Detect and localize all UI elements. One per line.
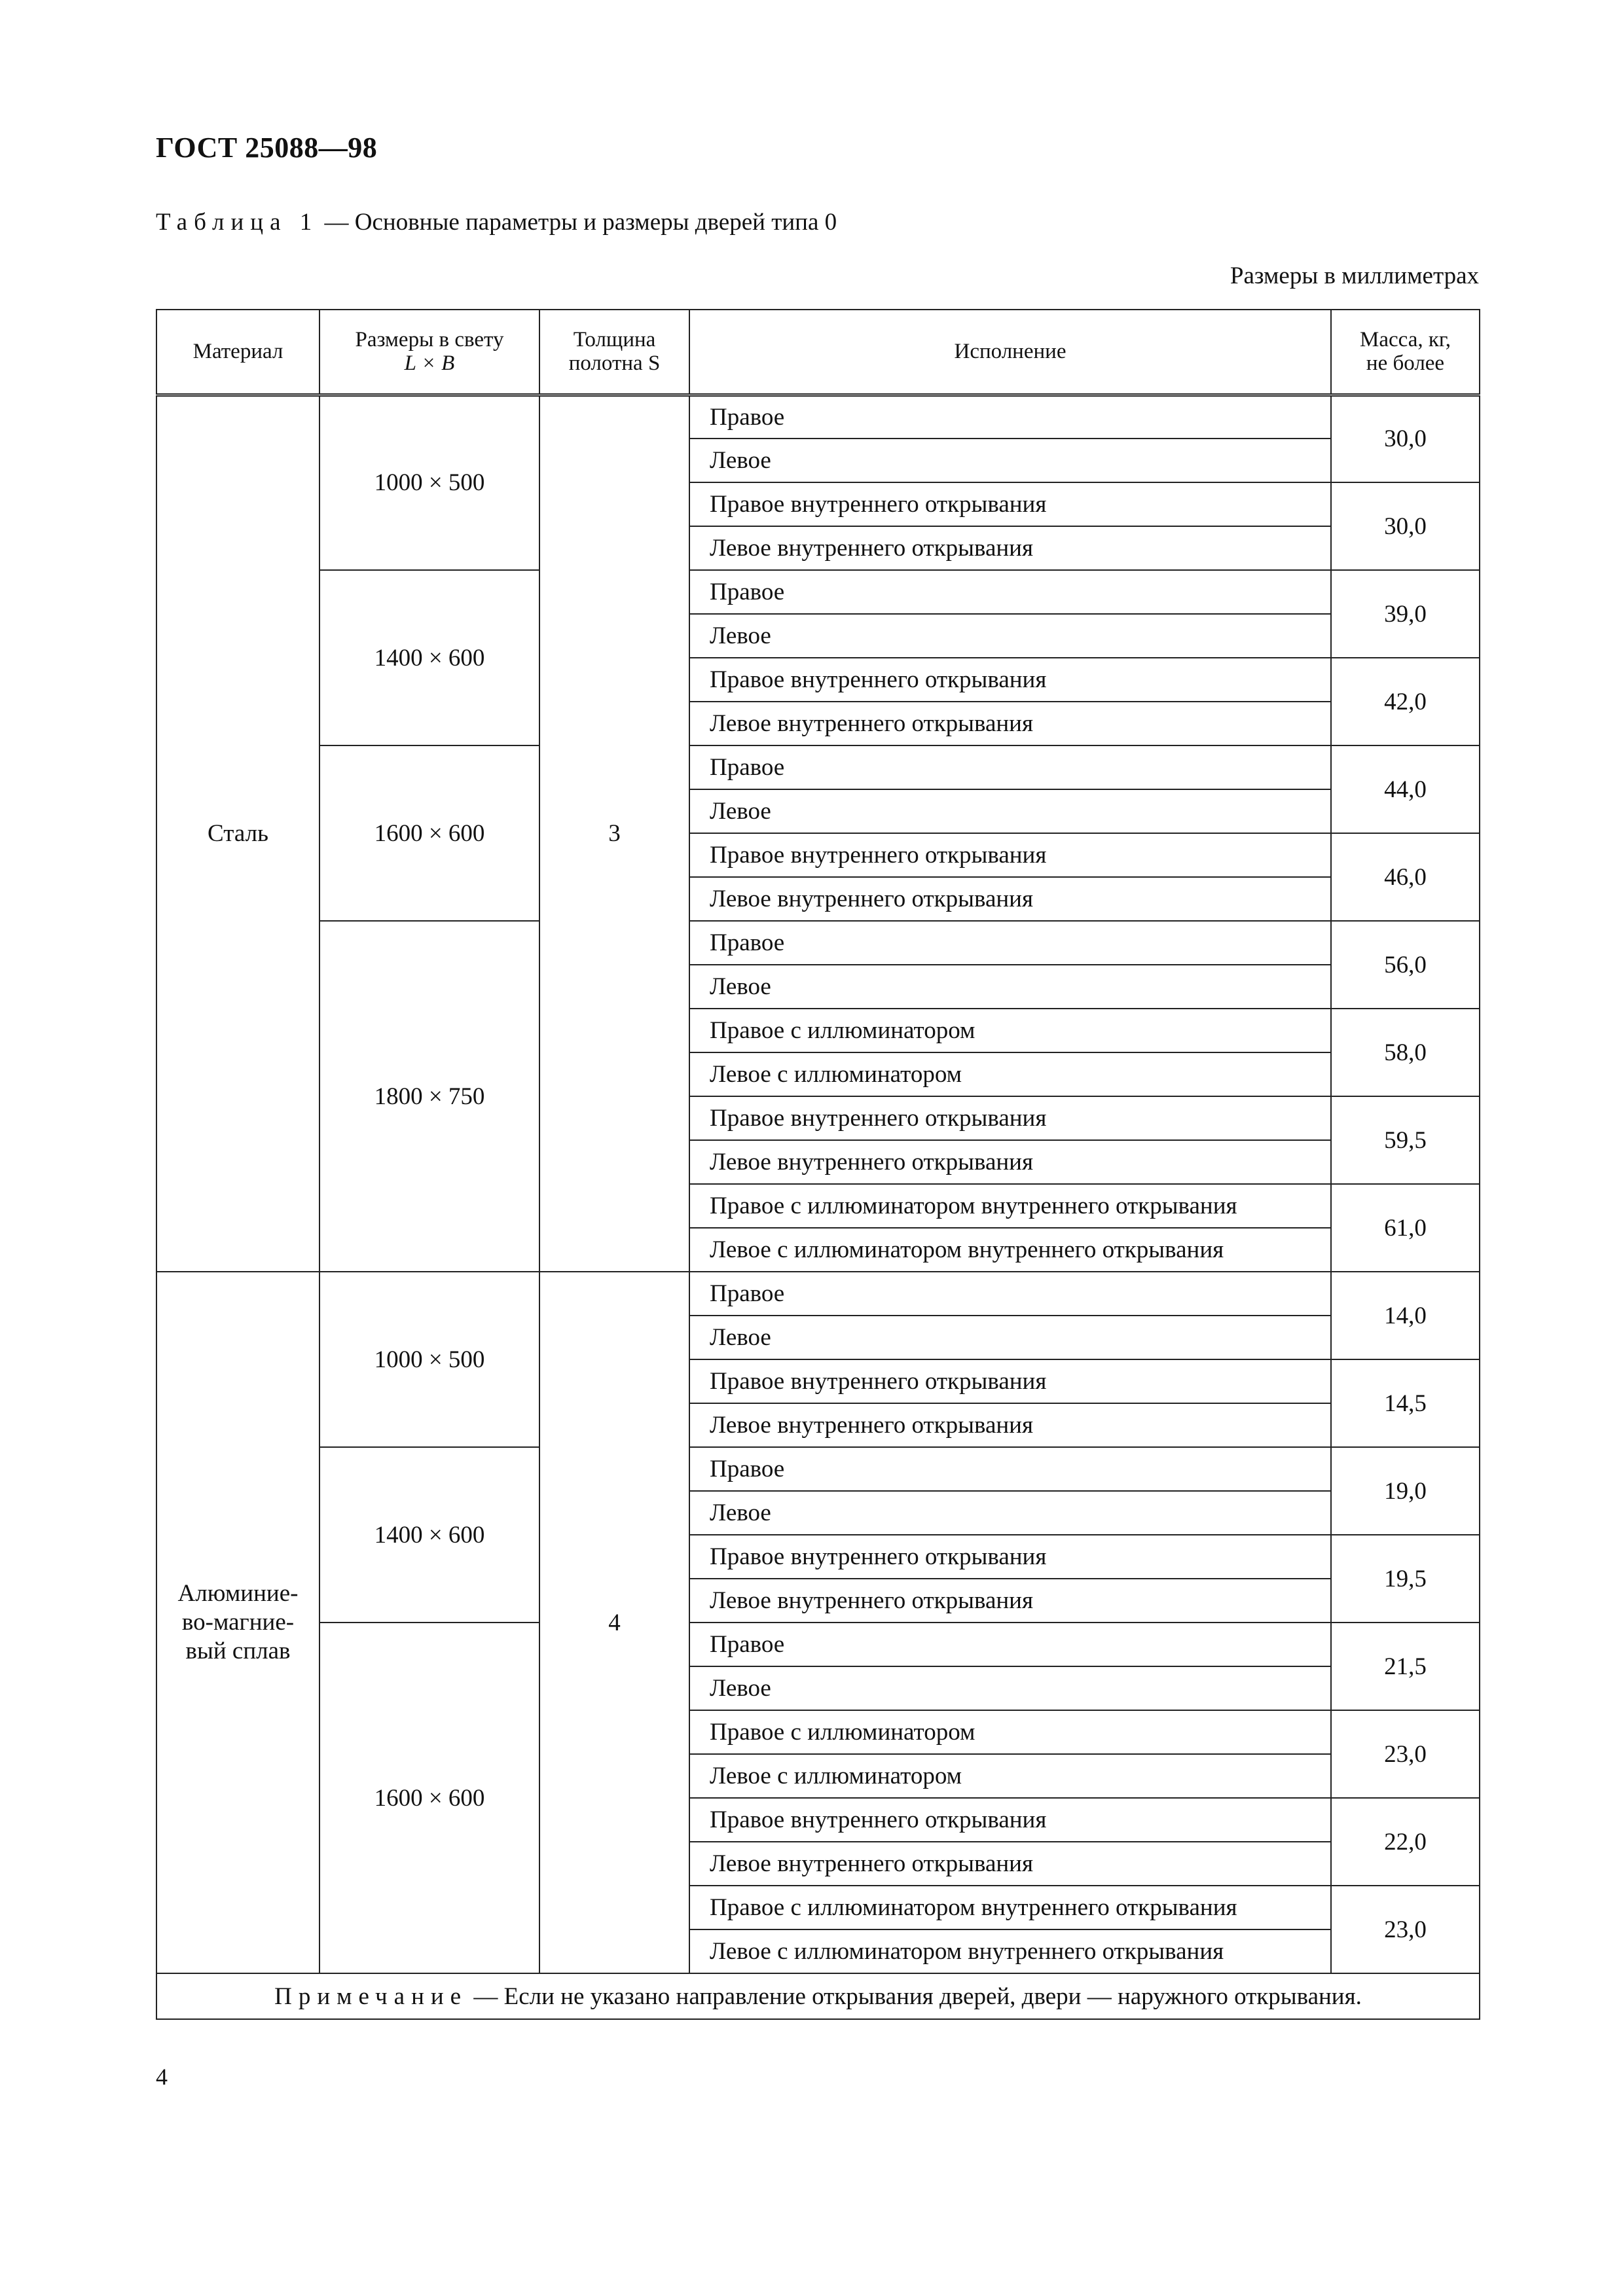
variant-cell: Правое внутреннего открывания [689, 833, 1331, 877]
table-note [156, 1973, 1480, 2019]
variant-cell: Правое с иллюминатором [689, 1009, 1331, 1052]
material-cell: Сталь [156, 395, 319, 1272]
mass-cell: 22,0 [1331, 1798, 1480, 1886]
variant-cell: Левое [689, 614, 1331, 658]
mass-cell: 42,0 [1331, 658, 1480, 745]
note-text: — Если не указано направление открывания дверей, двери — наружного открывания. [467, 1982, 1362, 2010]
variant-cell: Левое [689, 965, 1331, 1009]
size-cell: 1400 × 600 [319, 1447, 539, 1623]
header-variant: Исполнение [689, 310, 1331, 395]
mass-cell: 39,0 [1331, 570, 1480, 658]
size-cell: 1400 × 600 [319, 570, 539, 745]
variant-cell: Правое [689, 1272, 1331, 1316]
variant-cell: Левое [689, 1316, 1331, 1359]
variant-cell: Левое внутреннего открывания [689, 877, 1331, 921]
material-cell: Алюминие- во-магние- вый сплав [156, 1272, 319, 1973]
document-title: ГОСТ 25088—98 [156, 132, 378, 164]
header-material: Материал [156, 310, 319, 395]
mass-cell: 46,0 [1331, 833, 1480, 921]
mass-cell: 19,5 [1331, 1535, 1480, 1623]
size-cell: 1000 × 500 [319, 1272, 539, 1447]
mass-cell: 30,0 [1331, 482, 1480, 570]
variant-cell: Левое [689, 789, 1331, 833]
mass-cell: 30,0 [1331, 395, 1480, 482]
variant-cell: Левое внутреннего открывания [689, 526, 1331, 570]
variant-cell: Левое [689, 1666, 1331, 1710]
table-row [156, 570, 1480, 614]
variant-cell: Правое с иллюминатором внутреннего открывания [689, 1184, 1331, 1228]
header-mass: Масса, кг, не более [1331, 310, 1480, 395]
mass-cell: 61,0 [1331, 1184, 1480, 1272]
variant-cell: Левое [689, 439, 1331, 482]
table-row [156, 921, 1480, 965]
variant-cell: Правое [689, 1623, 1331, 1666]
variant-cell: Правое [689, 1447, 1331, 1491]
mass-cell: 44,0 [1331, 745, 1480, 833]
size-cell: 1800 × 750 [319, 921, 539, 1272]
header-thickness: Толщина полотна S [539, 310, 689, 395]
mass-cell: 23,0 [1331, 1710, 1480, 1798]
table-row [156, 395, 1480, 439]
variant-cell: Левое внутреннего открывания [689, 1579, 1331, 1623]
variant-cell: Правое с иллюминатором внутреннего открывания [689, 1886, 1331, 1929]
table-row [156, 745, 1480, 789]
table-caption [156, 208, 837, 236]
variant-cell: Правое внутреннего открывания [689, 658, 1331, 702]
mass-cell: 21,5 [1331, 1623, 1480, 1710]
size-cell: 1000 × 500 [319, 395, 539, 570]
variant-cell: Правое с иллюминатором [689, 1710, 1331, 1754]
variant-cell: Правое [689, 395, 1331, 439]
variant-cell: Левое с иллюминатором внутреннего открывания [689, 1228, 1331, 1272]
variant-cell: Правое [689, 921, 1331, 965]
variant-cell: Левое с иллюминатором [689, 1754, 1331, 1798]
variant-cell: Правое внутреннего открывания [689, 1798, 1331, 1842]
variant-cell: Правое [689, 570, 1331, 614]
variant-cell: Правое [689, 745, 1331, 789]
variant-cell: Правое внутреннего открывания [689, 1359, 1331, 1403]
thickness-cell: 3 [539, 395, 689, 1272]
mass-cell: 19,0 [1331, 1447, 1480, 1535]
variant-cell: Левое [689, 1491, 1331, 1535]
table-label: Таблица 1 [156, 209, 319, 236]
units-note: Размеры в миллиметрах [1230, 262, 1479, 289]
variant-cell: Левое внутреннего открывания [689, 1403, 1331, 1447]
variant-cell: Левое с иллюминатором внутреннего открывания [689, 1929, 1331, 1973]
note-row [156, 1973, 1480, 2019]
size-cell: 1600 × 600 [319, 745, 539, 921]
size-cell: 1600 × 600 [319, 1623, 539, 1973]
variant-cell: Левое внутреннего открывания [689, 1140, 1331, 1184]
variant-cell: Правое внутреннего открывания [689, 482, 1331, 526]
header-size: Размеры в свету L × B [319, 310, 539, 395]
variant-cell: Левое с иллюминатором [689, 1052, 1331, 1096]
variant-cell: Правое внутреннего открывания [689, 1535, 1331, 1579]
variant-cell: Правое внутреннего открывания [689, 1096, 1331, 1140]
mass-cell: 58,0 [1331, 1009, 1480, 1096]
mass-cell: 56,0 [1331, 921, 1480, 1009]
variant-cell: Левое внутреннего открывания [689, 702, 1331, 745]
table-row [156, 1447, 1480, 1491]
mass-cell: 14,0 [1331, 1272, 1480, 1359]
thickness-cell: 4 [539, 1272, 689, 1973]
mass-cell: 14,5 [1331, 1359, 1480, 1447]
variant-cell: Левое внутреннего открывания [689, 1842, 1331, 1886]
table-header-row [156, 310, 1480, 395]
table-row [156, 1623, 1480, 1666]
table-body [156, 395, 1480, 1973]
table-row [156, 1272, 1480, 1316]
mass-cell: 23,0 [1331, 1886, 1480, 1973]
note-label: Примечание [274, 1982, 468, 2010]
table-title: — Основные параметры и размеры дверей типа 0 [318, 209, 837, 236]
mass-cell: 59,5 [1331, 1096, 1480, 1184]
page-number: 4 [156, 2064, 168, 2090]
parameters-table [156, 309, 1480, 2020]
